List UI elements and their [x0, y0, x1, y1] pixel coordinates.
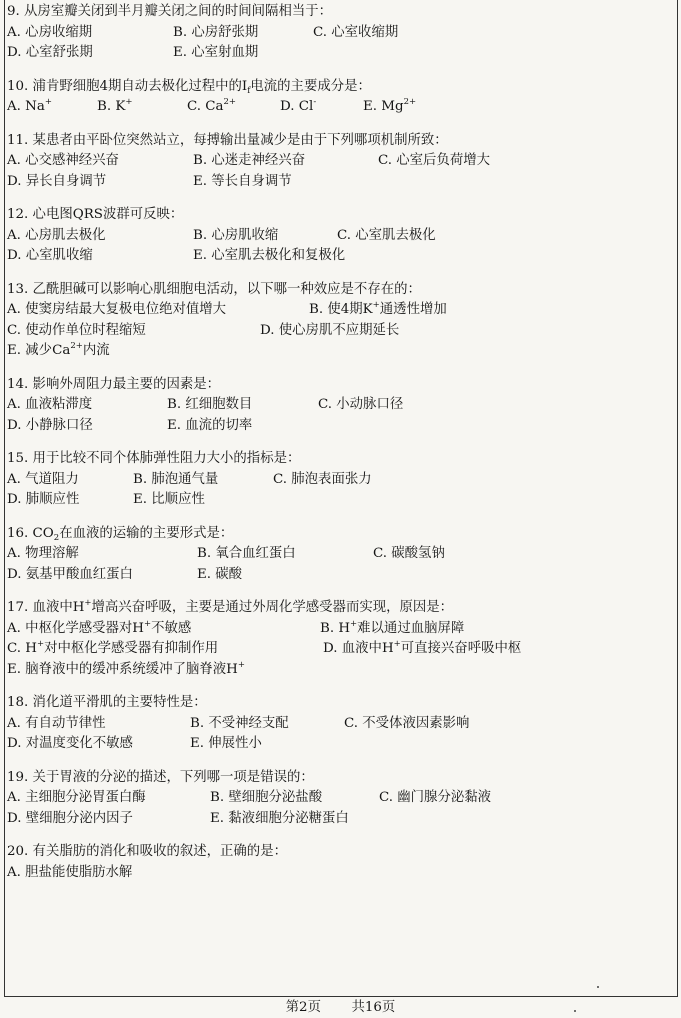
question-17	[7, 598, 671, 680]
answer-option: B. 肺泡通气量	[133, 471, 219, 487]
question-13	[7, 280, 671, 362]
answer-option: C. 心室肌去极化	[337, 227, 436, 243]
answer-option: A. Na+	[7, 97, 53, 114]
question-9	[7, 2, 671, 64]
answer-option: B. 心房舒张期	[173, 24, 259, 40]
answer-option: E. 黏液细胞分泌糖蛋白	[210, 810, 349, 826]
answer-option: C. 使动作单位时程缩短	[7, 322, 146, 338]
question-12	[7, 205, 671, 267]
option-row	[7, 734, 671, 755]
answer-option: A. 主细胞分泌胃蛋白酶	[7, 790, 146, 805]
answer-option: B. 红细胞数目	[167, 397, 253, 412]
question-stem: 15. 用于比较不同个体肺弹性阻力大小的指标是：	[7, 451, 301, 466]
option-row	[7, 226, 671, 247]
option-row	[7, 151, 671, 172]
answer-option: A. 心房收缩期	[7, 24, 93, 40]
option-row	[7, 341, 671, 362]
question-10	[7, 77, 671, 118]
answer-option: A. 心交感神经兴奋	[7, 153, 119, 168]
question-18	[7, 693, 671, 755]
option-row	[7, 43, 671, 64]
answer-option: A. 使窦房结最大复极电位绝对值增大	[7, 302, 227, 317]
answer-option: B. H+难以通过血脑屏障	[320, 618, 465, 636]
answer-option: D. 心室肌收缩	[7, 248, 93, 263]
answer-option: B. 壁细胞分泌盐酸	[210, 790, 323, 805]
question-stem: 14. 影响外周阻力最主要的因素是：	[7, 376, 221, 392]
answer-option: D. 对温度变化不敏感	[7, 736, 133, 751]
question-14	[7, 375, 671, 437]
question-15	[7, 449, 671, 511]
answer-option: A. 胆盐能使脂肪水解	[7, 864, 133, 880]
question-stem: 20. 有关脂肪的消化和吸收的叙述，正确的是：	[7, 844, 287, 859]
answer-option: B. 氧合血红蛋白	[197, 546, 296, 561]
answer-option: C. 幽门腺分泌黏液	[379, 790, 492, 805]
answer-option: E. 血流的切率	[167, 417, 253, 433]
answer-option: E. $Mg^{2+}$	[363, 97, 417, 114]
question-stem: 16. $CO_2$在血液的运输的主要形式是：	[7, 525, 234, 543]
option-row	[7, 321, 671, 342]
option-row	[7, 23, 671, 44]
option-row	[7, 788, 671, 809]
answer-option: B. K+	[97, 97, 133, 114]
answer-option: D. 小静脉口径	[7, 417, 93, 433]
option-row	[7, 809, 671, 830]
answer-option: D. Cl-	[280, 97, 317, 114]
option-row	[7, 863, 671, 884]
answer-option: C. 心室收缩期	[313, 24, 399, 40]
question-16	[7, 524, 671, 586]
option-row	[7, 639, 671, 660]
answer-option: A. 血液粘滞度	[7, 397, 93, 412]
answer-option: D. 壁细胞分泌内因子	[7, 810, 133, 826]
answer-option: C. 小动脉口径	[318, 397, 404, 412]
page-footer	[0, 1000, 681, 1016]
answer-option: A. 中枢化学感受器对H+不敏感	[7, 618, 192, 636]
answer-option: A. 气道阻力	[7, 471, 79, 487]
answer-option: C. $Ca^{2+}$	[187, 97, 237, 114]
question-list	[7, 2, 671, 896]
answer-option: D. 心室舒张期	[7, 45, 93, 60]
option-row	[7, 97, 671, 118]
answer-option: C. H+对中枢化学感受器有抑制作用	[7, 639, 219, 656]
answer-option: D. 异长自身调节	[7, 173, 107, 189]
answer-option: C. 心室后负荷增大	[378, 153, 491, 168]
answer-option: A. 心房肌去极化	[7, 227, 106, 243]
option-row	[7, 172, 671, 193]
option-row	[7, 470, 671, 491]
answer-option: E. 心室肌去极化和复极化	[193, 248, 346, 263]
answer-option: C. 肺泡表面张力	[273, 471, 372, 487]
answer-option: D. 氨基甲酸血红蛋白	[7, 566, 133, 582]
question-stem: 17. 血液中H+增高兴奋呼吸，主要是通过外周化学感受器而实现，原因是：	[7, 598, 454, 615]
question-stem: 12. 心电图QRS波群可反映：	[7, 207, 184, 222]
question-stem: 19. 关于胃液的分泌的描述，下列哪一项是错误的：	[7, 769, 314, 785]
answer-option: B. 心迷走神经兴奋	[193, 153, 306, 168]
total-pages: 共16页	[351, 1000, 396, 1015]
answer-option: C. 碳酸氢钠	[373, 546, 445, 561]
option-row	[7, 416, 671, 437]
answer-option: E. 减少$Ca^{2+}$内流	[7, 341, 110, 358]
answer-option: B. 心房肌收缩	[193, 227, 279, 243]
answer-option: D. 肺顺应性	[7, 492, 80, 507]
option-row	[7, 544, 671, 565]
question-11	[7, 131, 671, 193]
question-stem: 18. 消化道平滑肌的主要特性是：	[7, 695, 207, 710]
answer-option: D. 使心房肌不应期延长	[260, 322, 400, 338]
question-stem: 13. 乙酰胆碱可以影响心肌细胞电活动，以下哪一种效应是不存在的：	[7, 281, 421, 297]
answer-option: A. 有自动节律性	[7, 715, 106, 731]
answer-option: E. 伸展性小	[190, 736, 262, 751]
question-20	[7, 842, 671, 883]
answer-option: A. 物理溶解	[7, 546, 79, 561]
answer-option: E. 脑脊液中的缓冲系统缓冲了脑脊液H+	[7, 659, 245, 677]
option-row	[7, 395, 671, 416]
question-stem: 9. 从房室瓣关闭到半月瓣关闭之间的时间间隔相当于：	[7, 4, 333, 19]
scan-speck	[574, 1010, 576, 1012]
option-row	[7, 565, 671, 586]
page-number: 第2页	[285, 1000, 321, 1015]
answer-option: E. 等长自身调节	[193, 173, 292, 189]
option-row	[7, 490, 671, 511]
question-stem: 10. 浦肯野细胞4期自动去极化过程中的$I_f$电流的主要成分是：	[7, 78, 371, 96]
answer-option: D. 血液中H+可直接兴奋呼吸中枢	[323, 639, 522, 656]
question-19	[7, 768, 671, 830]
question-stem: 11. 某患者由平卧位突然站立，每搏输出量减少是由于下列哪项机制所致：	[7, 132, 448, 148]
answer-option: E. 心室射血期	[173, 45, 259, 60]
answer-option: C. 不受体液因素影响	[344, 715, 470, 731]
answer-option: B. 不受神经支配	[190, 715, 289, 731]
answer-option: E. 比顺应性	[133, 492, 205, 507]
option-row	[7, 714, 671, 735]
option-row	[7, 300, 671, 321]
option-row	[7, 246, 671, 267]
answer-option: B. 使4期K+通透性增加	[309, 300, 447, 317]
answer-option: E. 碳酸	[197, 566, 243, 582]
option-row	[7, 619, 671, 640]
scan-speck	[597, 986, 599, 988]
option-row	[7, 660, 671, 681]
